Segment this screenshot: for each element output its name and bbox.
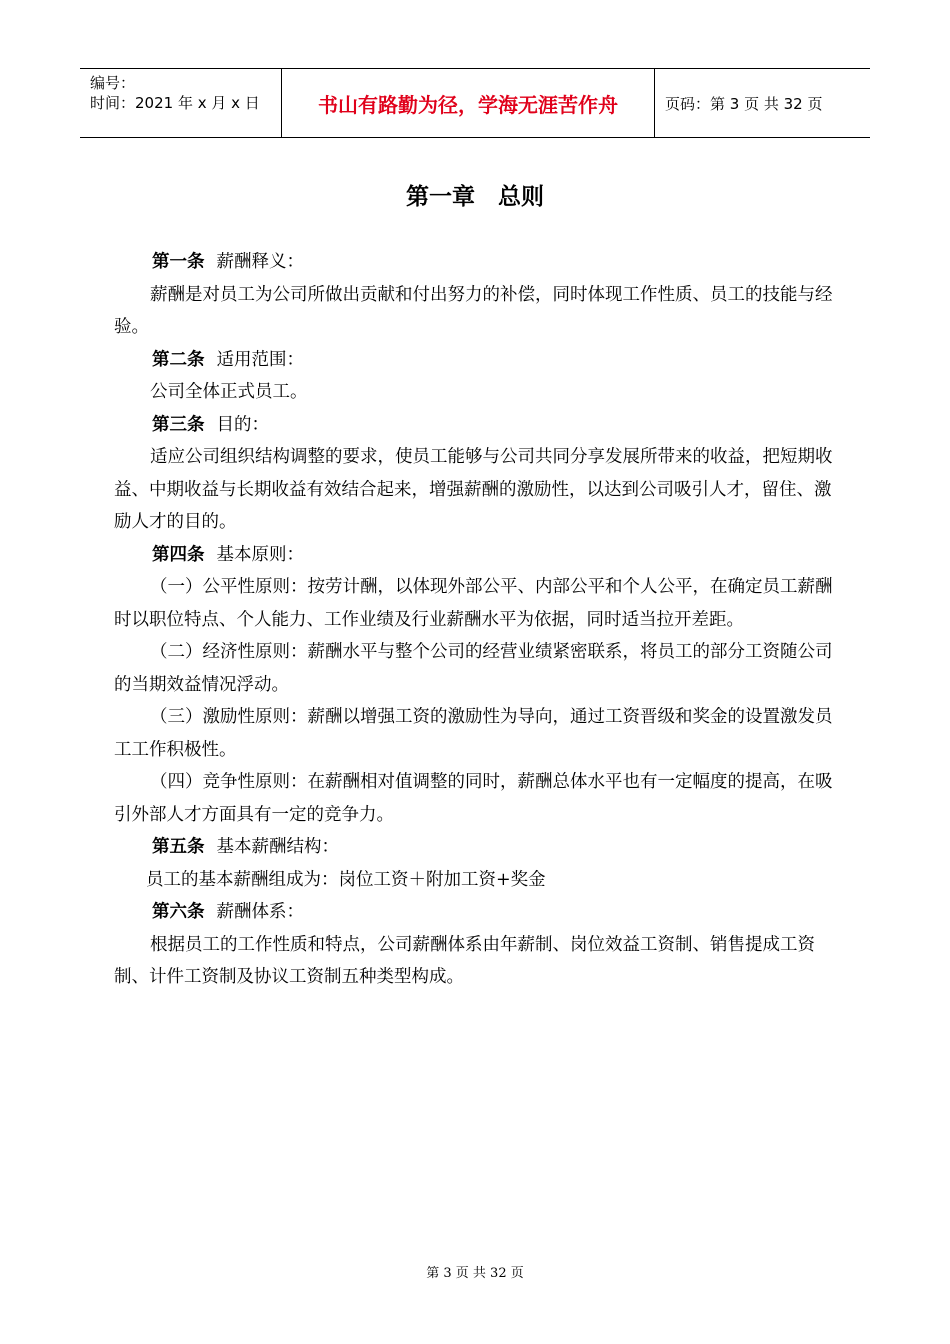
article-heading: 第三条 xyxy=(152,414,205,435)
article-label: 薪酬释义： xyxy=(216,252,304,272)
article-3-body: 适应公司组织结构调整的要求，使员工能够与公司共同分享发展所带来的收益，把短期收益、中期收益与长期收益有效结合起来，增强薪酬的激励性，以达到公司吸引人才，留住、激励人才的目的。 xyxy=(114,447,833,532)
article-5-body: 员工的基本薪酬组成为：岗位工资＋附加工资+奖金 xyxy=(146,869,546,890)
article-label: 薪酬体系： xyxy=(216,902,304,922)
article-heading: 第六条 xyxy=(152,902,205,922)
article-6 xyxy=(152,896,836,929)
article-6-body: 根据员工的工作性质和特点，公司薪酬体系由年薪制、岗位效益工资制、销售提成工资制、计件工资制及协议工资制五种类型构成。 xyxy=(114,934,815,987)
article-label: 目的： xyxy=(216,414,269,435)
time-label: 时间：2021 年 x 月 x 日 xyxy=(90,94,260,112)
header-motto: 书山有路勤为径，学海无涯苦作舟 xyxy=(282,69,655,137)
article-1-body: 薪酬是对员工为公司所做出贡献和付出努力的补偿，同时体现工作性质、员工的技能与经验。 xyxy=(114,284,833,337)
chapter-title: 第一章 总则 xyxy=(406,184,544,210)
document-header xyxy=(80,68,870,138)
article-2-body: 公司全体正式员工。 xyxy=(150,382,308,402)
article-4 xyxy=(152,539,836,572)
principle-1: （一）公平性原则：按劳计酬，以体现外部公平、内部公平和个人公平，在确定员工薪酬时以职位特点、个人能力、工作业绩及行业薪酬水平为依据，同时适当拉开差距。 xyxy=(114,577,833,630)
header-page-info: 页码：第 3 页 共 32 页 xyxy=(665,94,823,113)
article-5 xyxy=(152,831,836,864)
article-heading: 第二条 xyxy=(152,349,205,370)
document-body xyxy=(114,246,836,994)
number-label: 编号： xyxy=(90,74,136,92)
principle-3: （三）激励性原则：薪酬以增强工资的激励性为导向，通过工资晋级和奖金的设置激发员工工作积极性。 xyxy=(114,707,833,760)
article-heading: 第一条 xyxy=(152,252,205,272)
article-heading: 第四条 xyxy=(152,544,205,565)
article-2 xyxy=(152,344,836,377)
principle-2: （二）经济性原则：薪酬水平与整个公司的经营业绩紧密联系，将员工的部分工资随公司的当期效益情况浮动。 xyxy=(114,642,833,695)
article-1 xyxy=(152,246,836,279)
page-footer: 第 3 页 共 32 页 xyxy=(426,1266,524,1281)
principle-4: （四）竞争性原则：在薪酬相对值调整的同时，薪酬总体水平也有一定幅度的提高，在吸引外部人才方面具有一定的竞争力。 xyxy=(114,772,833,825)
article-heading: 第五条 xyxy=(152,837,205,857)
article-label: 适用范围： xyxy=(216,349,304,370)
article-label: 基本薪酬结构： xyxy=(216,837,339,857)
article-label: 基本原则： xyxy=(216,544,304,565)
article-3 xyxy=(152,409,836,442)
header-meta xyxy=(80,69,282,137)
